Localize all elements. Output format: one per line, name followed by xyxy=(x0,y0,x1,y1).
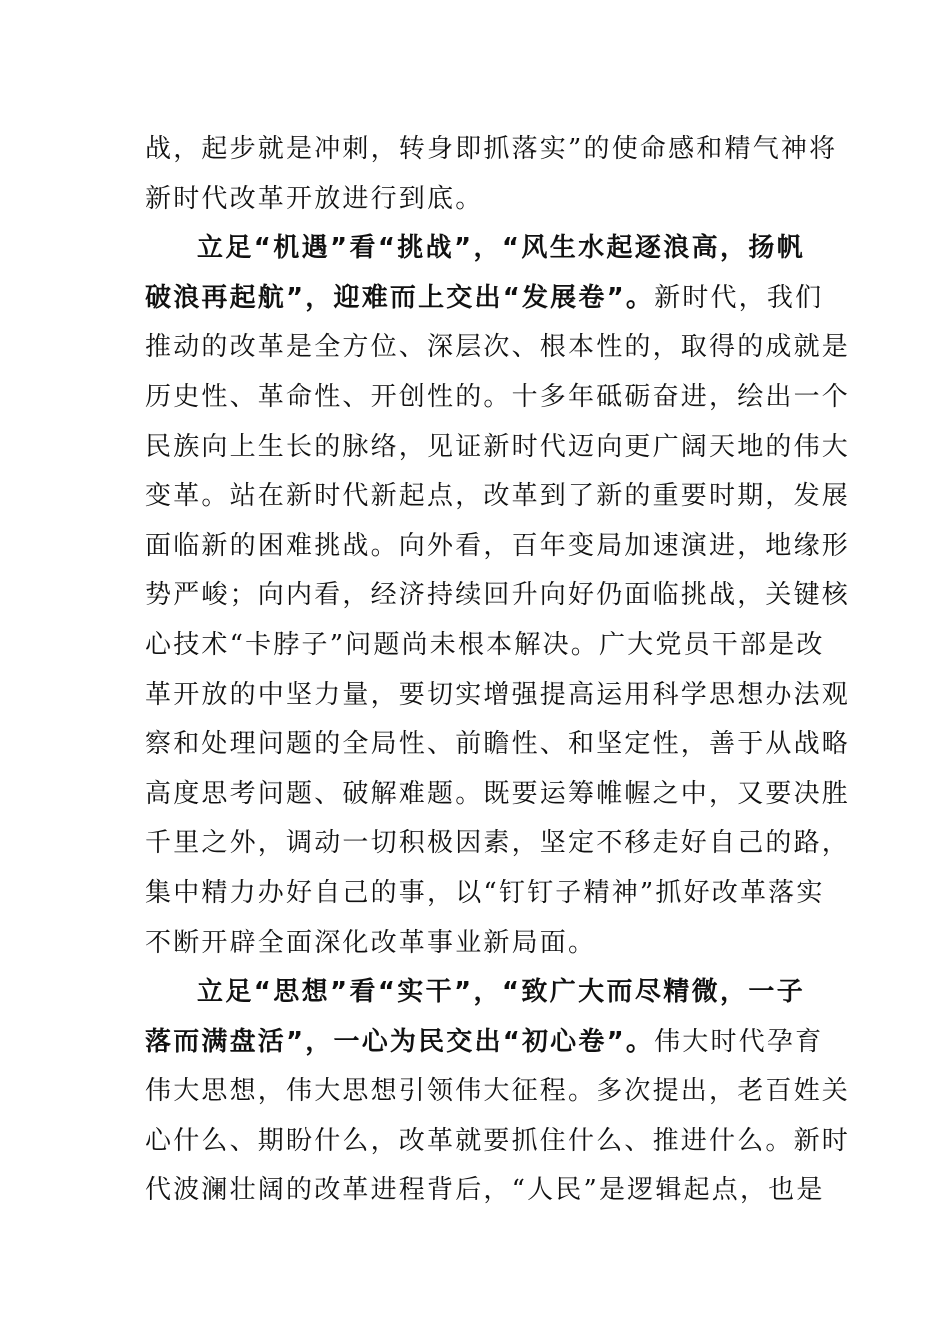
paragraph-1-line-1: 战，起步就是冲刺，转身即抓落实”的使命感和精气神将 xyxy=(145,134,838,164)
paragraph-3-line-2: 伟大思想，伟大思想引领伟大征程。多次提出，老百姓关 xyxy=(145,1076,851,1107)
paragraph-2-line-10: 察和处理问题的全局性、前瞻性、和坚定性，善于从战略 xyxy=(145,729,851,760)
paragraph-3-line-3: 心什么、期盼什么，改革就要抓住什么、推进什么。新时 xyxy=(145,1125,851,1156)
paragraph-3-line-1: 伟大时代孕育 xyxy=(654,1026,824,1057)
paragraph-3-mixed-line xyxy=(145,1018,824,1068)
paragraph-2-line-7: 势严峻；向内看，经济持续回升向好仍面临挑战，关键核 xyxy=(145,580,851,611)
paragraph-2-line-14: 不断开辟全面深化改革事业新局面。 xyxy=(145,927,597,958)
paragraph-2-line-11: 高度思考问题、破解难题。既要运筹帷幄之中，又要决胜 xyxy=(145,778,851,809)
paragraph-2-line-12: 千里之外，调动一切积极因素，坚定不移走好自己的路， xyxy=(145,828,851,859)
paragraph-2-line-3: 历史性、革命性、开创性的。十多年砥砺奋进，绘出一个 xyxy=(145,381,851,412)
document-page xyxy=(145,125,851,1216)
paragraph-2-line-8: 心技术“卡脖子”问题尚未根本解决。广大党员干部是改 xyxy=(145,629,825,660)
paragraph-2-line-6: 面临新的困难挑战。向外看，百年变局加速演进，地缘形 xyxy=(145,530,851,561)
paragraph-1-line-2: 新时代改革开放进行到底。 xyxy=(145,183,484,214)
paragraph-2-line-1: 新时代，我们 xyxy=(654,282,824,313)
paragraph-2-line-4: 民族向上生长的脉络，见证新时代迈向更广阔天地的伟大 xyxy=(145,431,851,462)
paragraph-2-line-9: 革开放的中坚力量，要切实增强提高运用科学思想办法观 xyxy=(145,679,851,710)
paragraph-2-mixed-line xyxy=(145,274,824,324)
paragraph-2-line-13: 集中精力办好自己的事，以“钉钉子精神”抓好改革落实 xyxy=(145,877,825,908)
paragraph-3-heading-line-2: 落而满盘活”，一心为民交出“初心卷”。 xyxy=(145,1026,655,1057)
paragraph-3-line-4: 代波澜壮阔的改革进程背后，“人民”是逻辑起点，也是 xyxy=(145,1175,825,1206)
paragraph-2-line-5: 变革。站在新时代新起点，改革到了新的重要时期，发展 xyxy=(145,481,851,512)
paragraph-3-heading-line-1: 立足“思想”看“实干”，“致广大而尽精微，一子 xyxy=(197,977,805,1008)
paragraph-2-heading-line-2: 破浪再起航”，迎难而上交出“发展卷”。 xyxy=(145,282,655,313)
paragraph-2-line-2: 推动的改革是全方位、深层次、根本性的，取得的成就是 xyxy=(145,332,851,363)
paragraph-2-heading-line-1: 立足“机遇”看“挑战”，“风生水起逐浪高，扬帆 xyxy=(197,233,805,264)
